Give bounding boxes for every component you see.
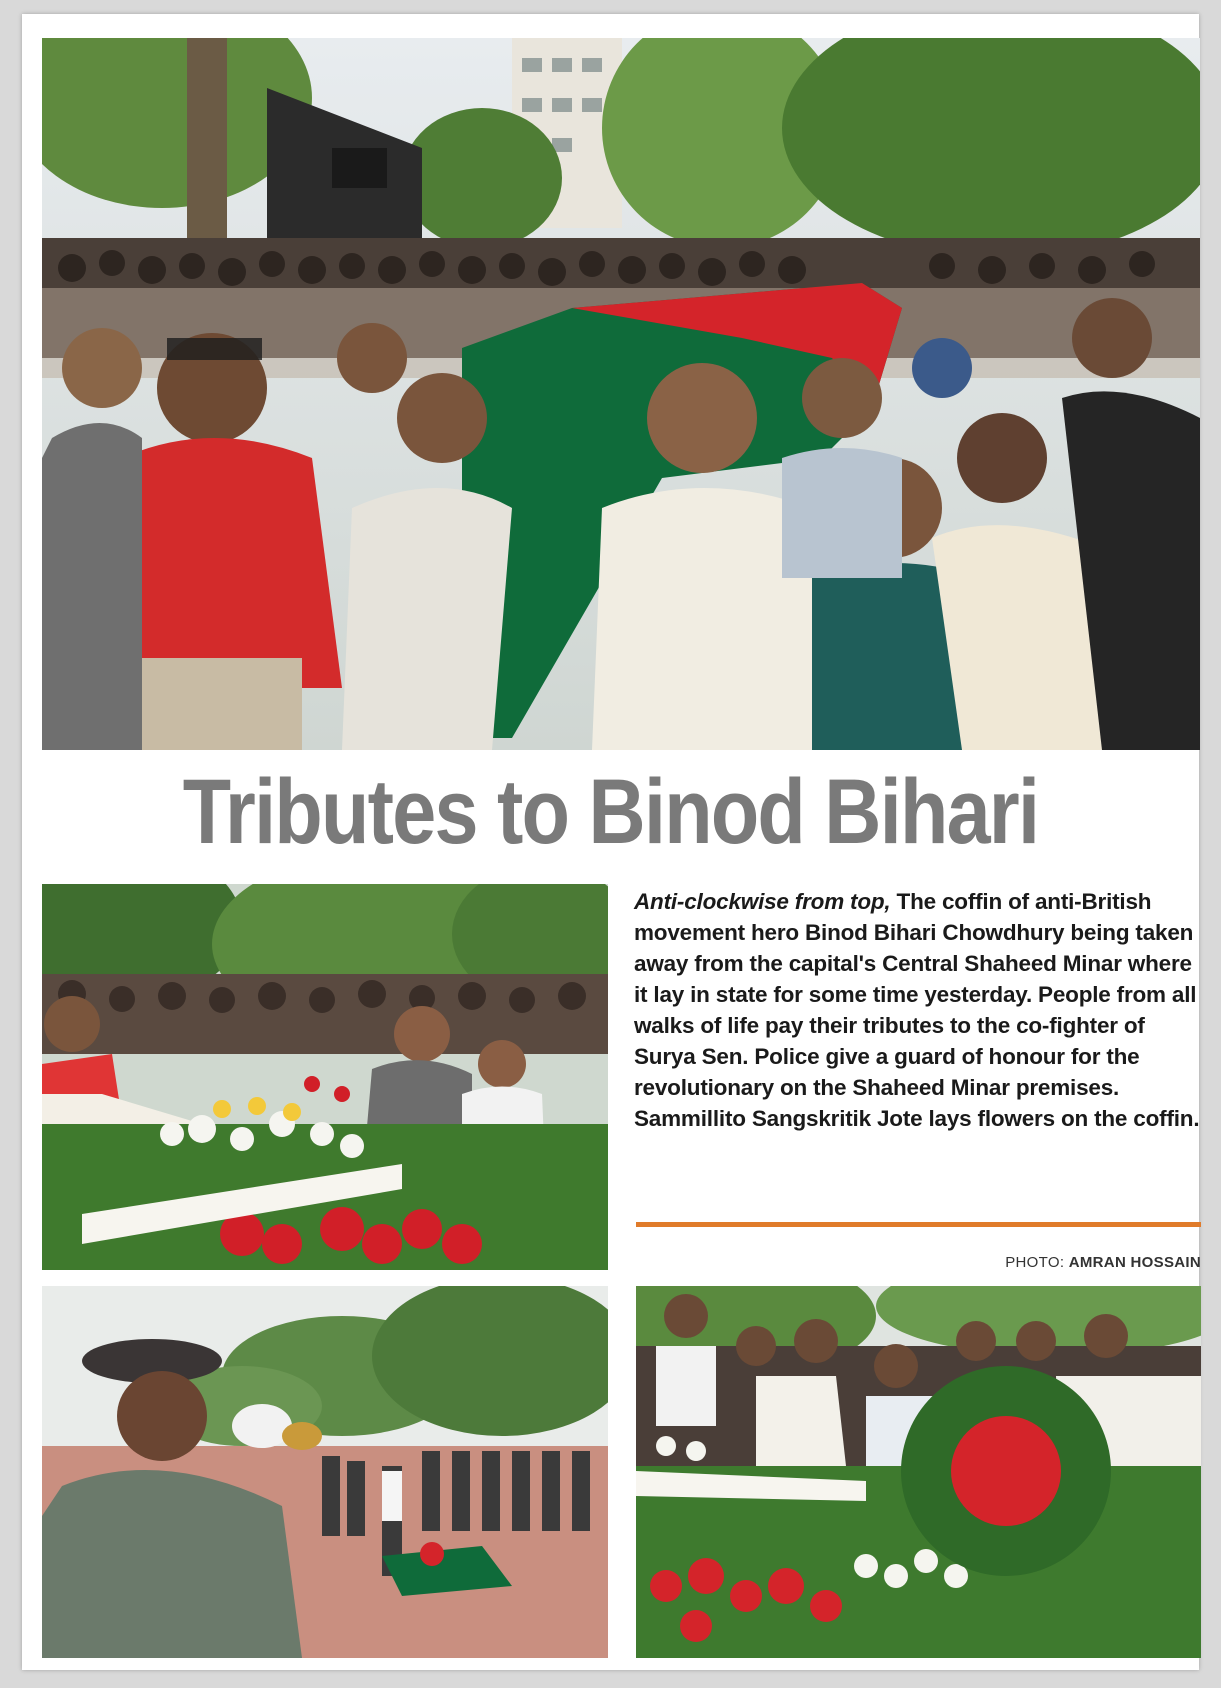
photo-paying-tributes xyxy=(42,884,608,1270)
photo-credit xyxy=(636,1254,1201,1271)
photo-caption xyxy=(634,886,1204,1134)
newspaper-page xyxy=(22,14,1199,1670)
photo-coffin-procession xyxy=(42,38,1200,750)
headline: Tributes to Binod Bihari xyxy=(182,761,1039,863)
photo-credit-name: AMRAN HOSSAIN xyxy=(1068,1254,1201,1271)
photo-guard-of-honour xyxy=(42,1286,608,1658)
photo-credit-label: PHOTO: xyxy=(1005,1254,1069,1271)
orange-divider xyxy=(636,1222,1201,1227)
caption-body: The coffin of anti-British movement hero Binod Bihari Chowdhury being taken away from the capital's Central Shaheed Minar where it lay in state for some time yesterday. People from all walks of life pay their tributes to the co-fighter of Surya Sen. Police give a guard of honour for the revolutionary on the Shaheed Minar premises. Sammillito Sangskritik Jote lays flowers on the coffin. xyxy=(634,889,1200,1131)
caption-lead: Anti-clockwise from top, xyxy=(634,889,891,914)
photo-wreath-laying xyxy=(636,1286,1201,1658)
